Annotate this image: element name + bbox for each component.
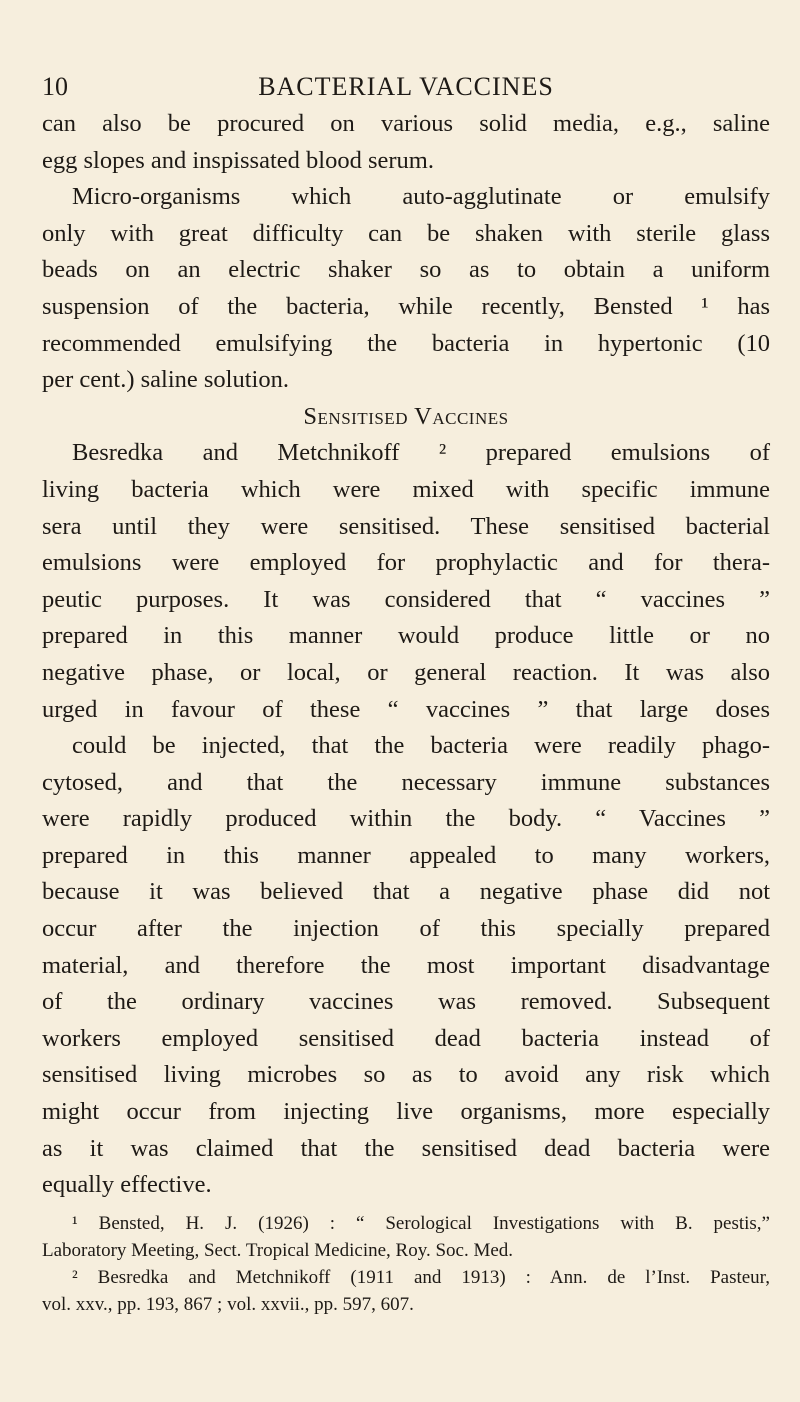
- text-line: emulsions were employed for prophylactic and for thera-: [42, 549, 770, 577]
- footnote-2-cont: vol. xxv., pp. 193, 867 ; vol. xxvii., pp. 597, 607.: [42, 1294, 414, 1315]
- text-line: recommended emulsifying the bacteria in hypertonic (10: [42, 329, 770, 357]
- page-number: 10: [42, 72, 68, 101]
- text-line: only with great difficulty can be shaken with sterile glass: [42, 219, 770, 247]
- text-line: beads on an electric shaker so as to obtain a uniform: [42, 256, 770, 284]
- text-line: peutic purposes. It was considered that “ vaccines ”: [42, 585, 770, 613]
- text-line: were rapidly produced within the body. “ Vaccines ”: [42, 805, 770, 833]
- footnotes: [42, 1210, 770, 1318]
- text-line: can also be procured on various solid media, e.g., saline: [42, 110, 770, 137]
- text-line: sensitised living microbes so as to avoid any risk which: [42, 1061, 770, 1089]
- text-line: prepared in this manner appealed to many workers,: [42, 841, 770, 869]
- running-title: BACTERIAL VACCINES: [258, 72, 554, 101]
- text-line: material, and therefore the most important disadvantage: [42, 951, 770, 979]
- text-line: living bacteria which were mixed with specific immune: [42, 475, 770, 503]
- text-line: sera until they were sensitised. These sensitised bacterial: [42, 512, 770, 540]
- text-line: per cent.) saline solution.: [42, 366, 289, 394]
- text-line: Micro-organisms which auto-agglutinate or emulsify: [72, 183, 770, 211]
- text-line: Besredka and Metchnikoff ² prepared emulsions of: [72, 439, 770, 467]
- text-line: as it was claimed that the sensitised dead bacteria were: [42, 1134, 770, 1162]
- text-line: occur after the injection of this specially prepared: [42, 915, 770, 943]
- footnote-1: ¹ Bensted, H. J. (1926) : “ Serological Investigations with B. pestis,”: [72, 1213, 770, 1234]
- text-line: suspension of the bacteria, while recently, Bensted ¹ has: [42, 292, 770, 320]
- text-line: because it was believed that a negative phase did not: [42, 878, 770, 906]
- text-line: urged in favour of these “ vaccines ” that large doses: [42, 695, 770, 723]
- body-text: [42, 106, 770, 1204]
- footnote-1-cont: Laboratory Meeting, Sect. Tropical Medicine, Roy. Soc. Med.: [42, 1240, 514, 1261]
- text-line: egg slopes and inspissated blood serum.: [42, 146, 434, 174]
- text-line: could be injected, that the bacteria were readily phago-: [72, 732, 770, 760]
- text-line: workers employed sensitised dead bacteria instead of: [42, 1024, 770, 1052]
- text-line: equally effective.: [42, 1171, 212, 1199]
- text-line: cytosed, and that the necessary immune substances: [42, 768, 770, 796]
- text-line: of the ordinary vaccines was removed. Subsequent: [42, 988, 770, 1016]
- footnote-2: ² Besredka and Metchnikoff (1911 and 1913) : Ann. de l’Inst. Pasteur,: [72, 1267, 770, 1288]
- text-line: might occur from injecting live organisms, more especially: [42, 1098, 770, 1126]
- section-heading: Sensitised Vaccines: [303, 402, 509, 430]
- text-line: negative phase, or local, or general reaction. It was also: [42, 658, 770, 686]
- text-line: prepared in this manner would produce little or no: [42, 622, 770, 650]
- page-header: [42, 72, 770, 108]
